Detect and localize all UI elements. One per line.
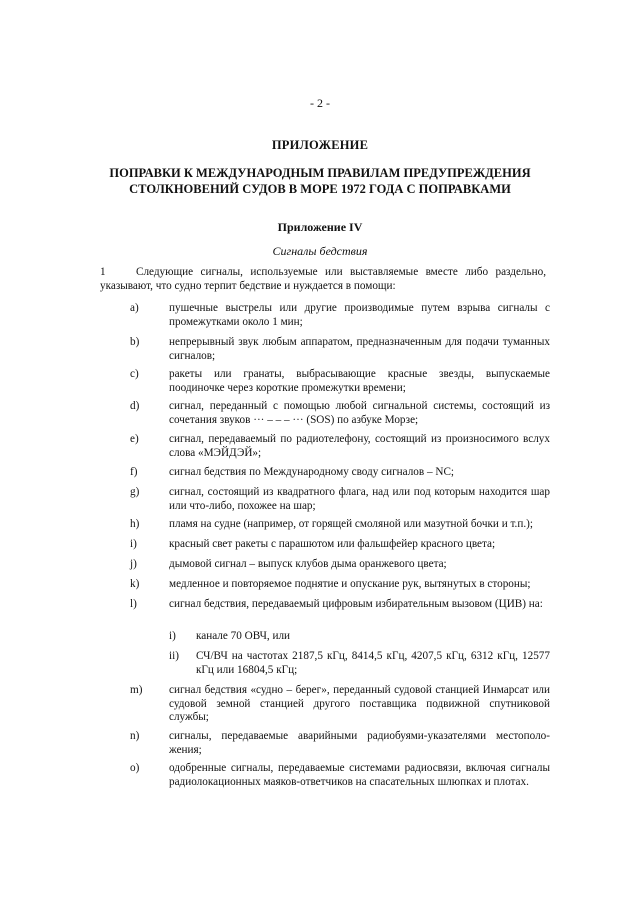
item-text: непрерывный звук любым аппаратом, предназначенным для подачи туманных сигналов;: [169, 336, 550, 362]
item-label: d): [130, 400, 140, 412]
paragraph-number: 1: [100, 266, 106, 278]
item-text: пушечные выстрелы или другие производимые путем взрыва сигналы с промежутками около 1 мин;: [169, 302, 550, 328]
item-text: красный свет ракеты с парашютом или фальшфейер красного цвета;: [169, 538, 496, 550]
appendix-title: Приложение IV: [277, 220, 363, 234]
item-label: g): [130, 486, 140, 498]
main-title-line-1: ПОПРАВКИ К МЕЖДУНАРОДНЫМ ПРАВИЛАМ ПРЕДУПРЕЖДЕНИЯ: [109, 166, 531, 180]
item-text: ракеты или гранаты, выбрасывающие красные звезды, выпускаемые поодиночке через короткие промежутки времени;: [169, 368, 550, 394]
intro-text: Следующие сигналы, используемые или выставляемые вместе либо раздельно, указывают, что судно терпит бедствие и нуждается в помощи:: [100, 266, 546, 292]
item-label: b): [130, 336, 140, 348]
item-label: l): [130, 598, 137, 610]
item-text: сигналы, передаваемые аварийными радиобуями-указателями местополо-жения;: [169, 730, 550, 756]
subitem-text: канале 70 ОВЧ, или: [196, 630, 291, 642]
item-text: сигнал, передаваемый по радиотелефону, состоящий из произносимого вслух слова «МЭЙДЭЙ»;: [169, 433, 550, 459]
item-label: h): [130, 518, 140, 530]
main-title-line-2: СТОЛКНОВЕНИЙ СУДОВ В МОРЕ 1972 ГОДА С ПОПРАВКАМИ: [129, 182, 511, 196]
item-text: сигнал бедствия, передаваемый цифровым избирательным вызовом (ЦИВ) на:: [169, 598, 543, 610]
item-label: o): [130, 762, 140, 774]
item-text: медленное и повторяемое поднятие и опускание рук, вытянутых в стороны;: [169, 578, 531, 590]
item-text: дымовой сигнал – выпуск клубов дыма оранжевого цвета;: [169, 558, 447, 570]
intro-paragraph: [100, 266, 546, 293]
subitem-label: i): [169, 630, 176, 642]
main-title: [0, 165, 640, 197]
page-number: - 2 -: [310, 96, 330, 110]
subitem-label: ii): [169, 650, 179, 662]
item-label: m): [130, 684, 143, 696]
item-label: c): [130, 368, 139, 380]
item-text: сигнал, переданный с помощью любой сигнальной системы, состоящий из сочетания звуков ··· – – – ··· (SOS) по азбуке Морзе;: [169, 400, 550, 426]
item-label: j): [130, 558, 137, 570]
subitem-text: СЧ/ВЧ на частотах 2187,5 кГц, 8414,5 кГц, 4207,5 кГц, 6312 кГц, 12577 кГц или 16804,5 кГц;: [196, 650, 550, 676]
item-label: f): [130, 466, 138, 478]
item-text: сигнал, состоящий из квадратного флага, над или под которым находится шар или что-либо, похожее на шар;: [169, 486, 550, 512]
item-text: сигнал бедствия по Международному своду сигналов – NC;: [169, 466, 455, 478]
item-label: a): [130, 302, 139, 314]
item-text: одобренные сигналы, передаваемые системами радиосвязи, включая сигналы радиолокационных маяков-ответчиков на спасательных шлюпках и плотах.: [169, 762, 550, 788]
item-label: k): [130, 578, 140, 590]
section-title: Сигналы бедствия: [272, 244, 368, 258]
item-text: сигнал бедствия «судно – берег», переданный судовой станцией Инмарсат или судовой земной станцией другого поставщика подвижной спутниковой службы;: [169, 684, 550, 723]
annex-heading: ПРИЛОЖЕНИЕ: [271, 138, 369, 152]
item-label: n): [130, 730, 140, 742]
item-label: e): [130, 433, 139, 445]
item-label: i): [130, 538, 137, 550]
item-text: пламя на судне (например, от горящей смоляной или мазутной бочки и т.п.);: [169, 518, 533, 530]
